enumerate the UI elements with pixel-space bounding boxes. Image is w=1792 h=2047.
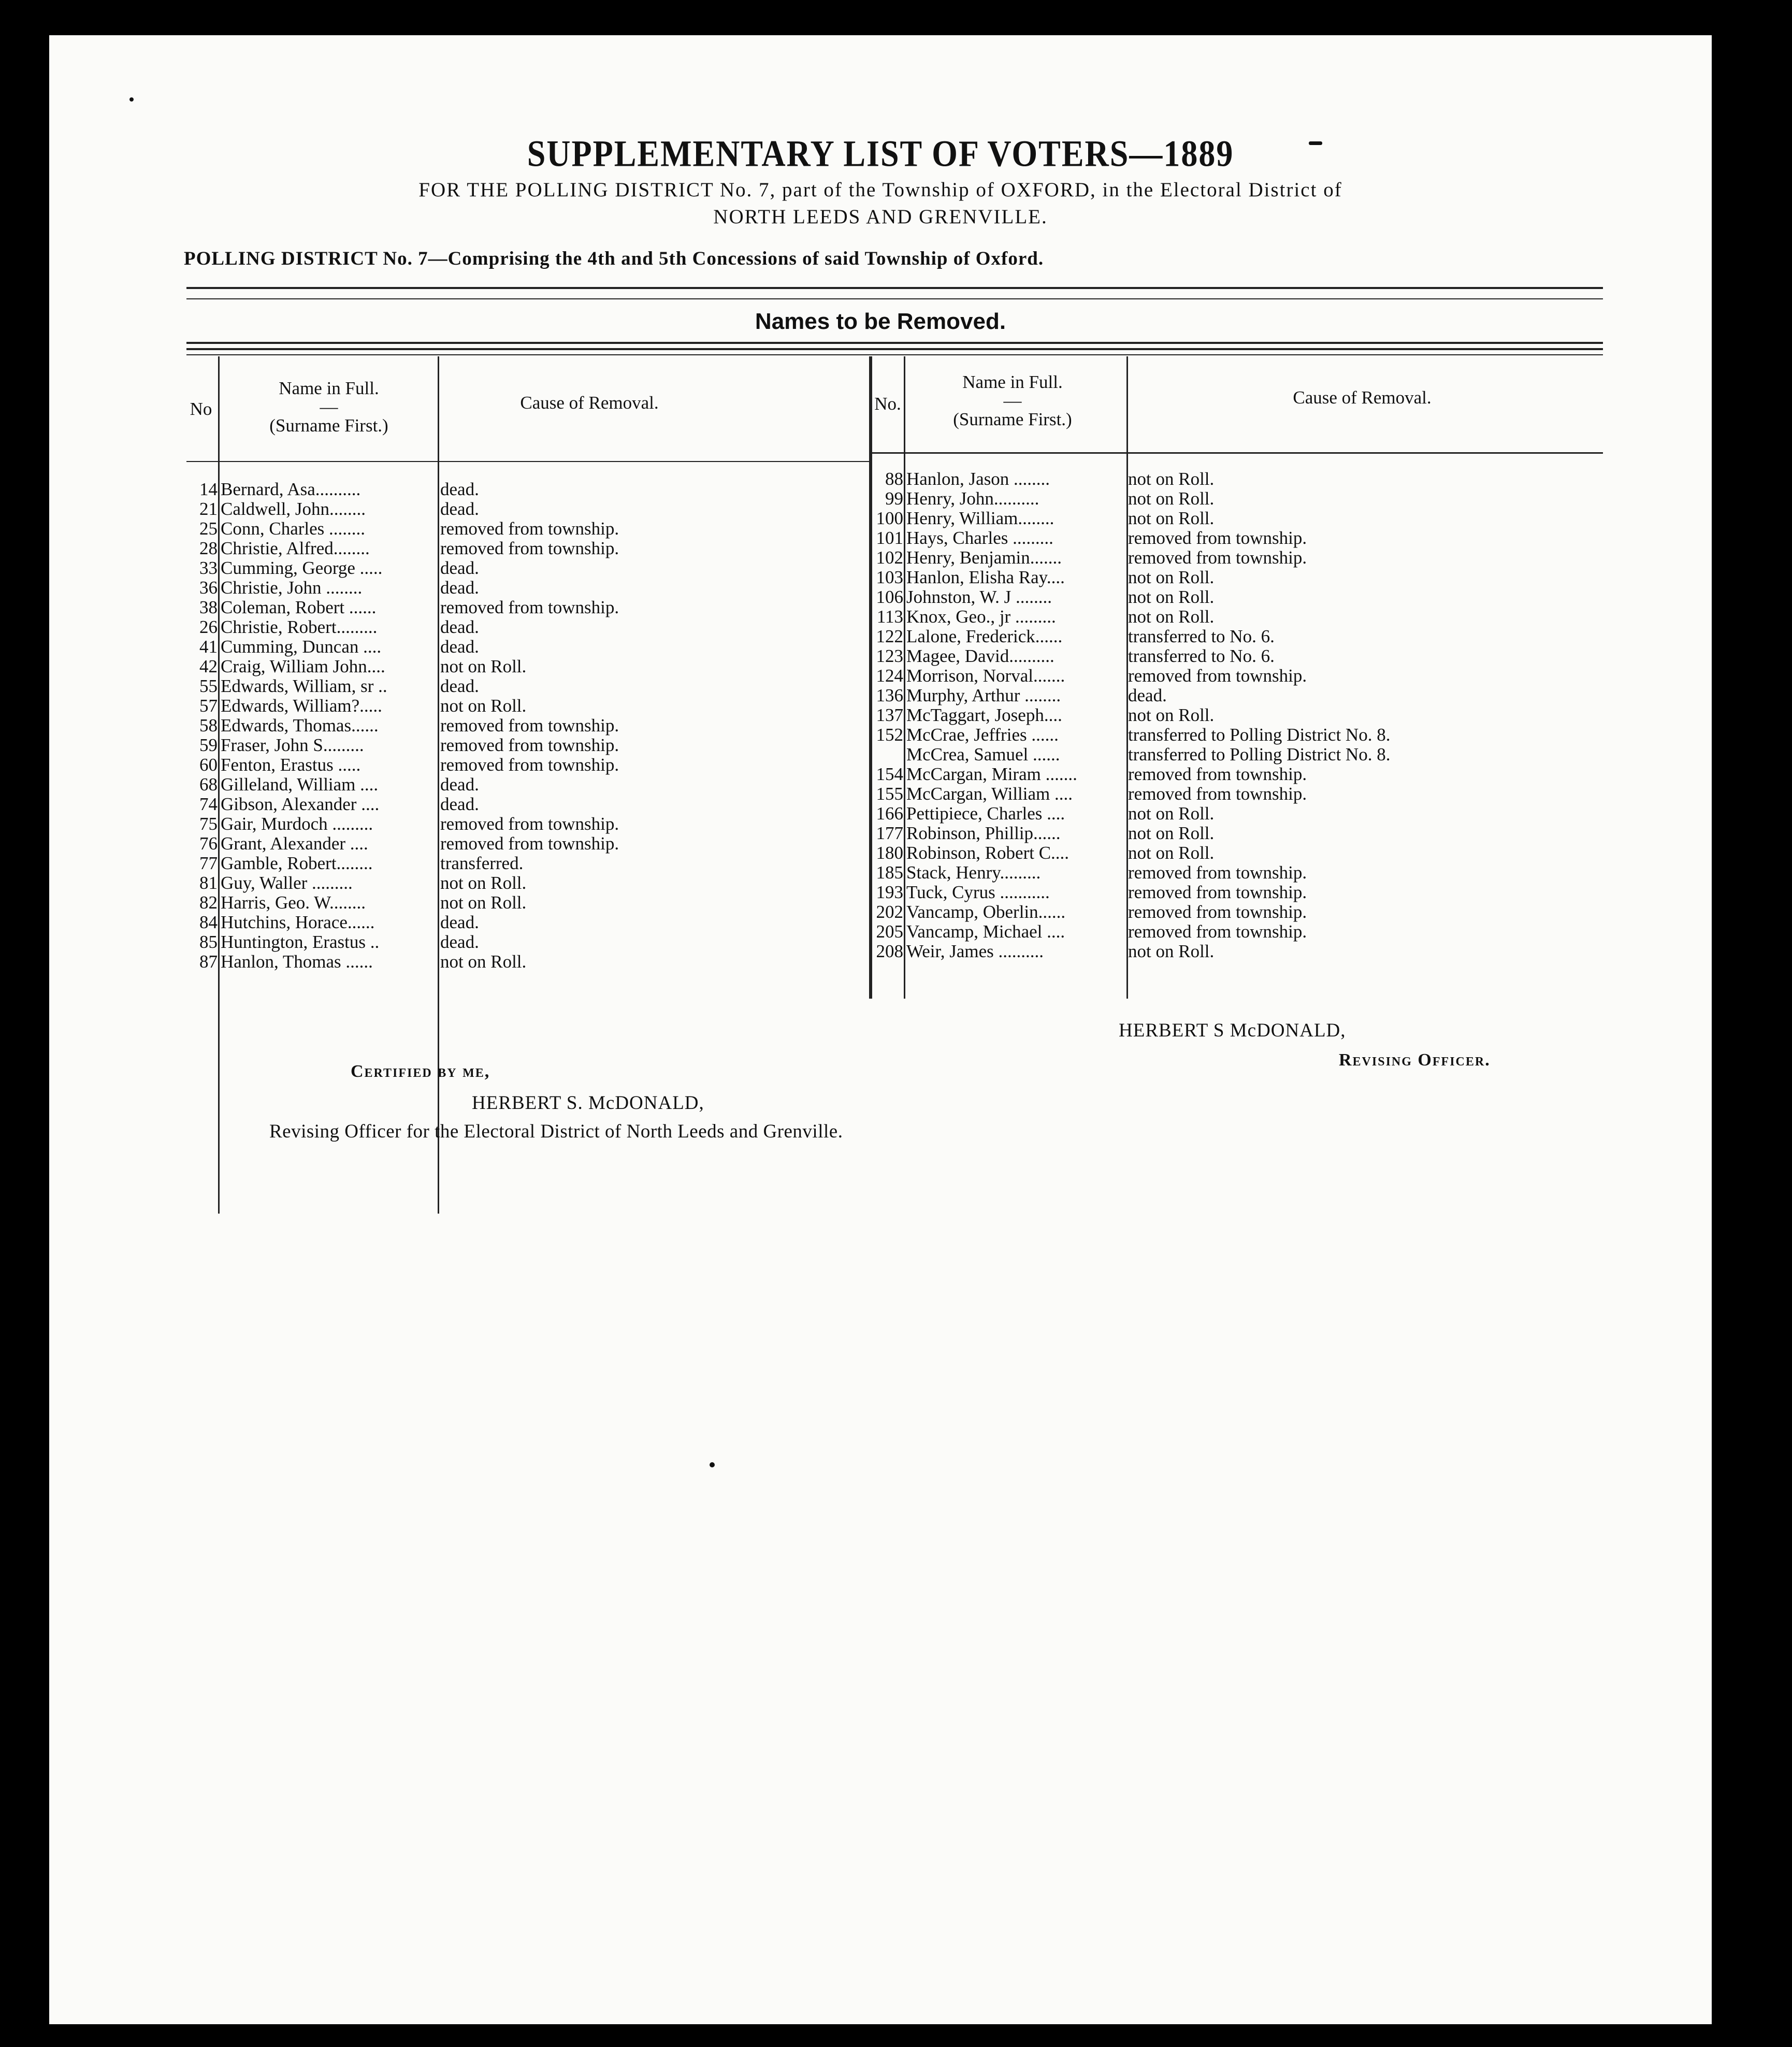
removal-cause: dead. xyxy=(440,794,479,814)
voter-name: Edwards, William?..... xyxy=(221,696,382,716)
removal-cause: dead. xyxy=(440,774,479,795)
removal-cause: removed from township. xyxy=(440,715,619,736)
voter-name: Hanlon, Thomas ...... xyxy=(221,952,373,972)
voter-number: 77 xyxy=(199,853,218,873)
voter-number: 99 xyxy=(885,488,903,509)
removal-cause: transferred. xyxy=(440,853,524,873)
print-speck xyxy=(710,1462,715,1467)
left-row xyxy=(199,735,866,755)
voter-name: McCargan, William .... xyxy=(906,784,1073,804)
voter-name: Gair, Murdoch ......... xyxy=(221,814,373,834)
right-row xyxy=(876,587,1692,607)
voter-name: Hays, Charles ......... xyxy=(906,528,1053,548)
left-row xyxy=(199,479,866,499)
left-row xyxy=(199,794,866,814)
right-row xyxy=(876,921,1692,942)
voter-name: Cumming, George ..... xyxy=(221,558,383,578)
left-row xyxy=(199,892,866,913)
voter-name: Gamble, Robert........ xyxy=(221,853,373,873)
removal-cause: not on Roll. xyxy=(1128,607,1215,627)
voter-name: Morrison, Norval....... xyxy=(906,666,1065,686)
electoral-district: NORTH LEEDS AND GRENVILLE. xyxy=(713,206,1048,228)
right-row xyxy=(876,902,1692,922)
voter-number: 208 xyxy=(876,941,903,961)
removal-cause: dead. xyxy=(440,499,479,519)
removal-cause: removed from township. xyxy=(1128,528,1307,548)
print-speck-2 xyxy=(1309,141,1322,145)
certifier-name: HERBERT S. McDONALD, xyxy=(472,1092,704,1114)
left-row xyxy=(199,932,866,952)
removal-cause: dead. xyxy=(440,932,479,952)
voter-number: 113 xyxy=(876,607,903,627)
removal-cause: not on Roll. xyxy=(1128,508,1215,528)
voter-name: Vancamp, Oberlin...... xyxy=(906,902,1066,922)
left-row xyxy=(199,617,866,637)
voter-name: Hutchins, Horace...... xyxy=(221,912,375,932)
right-row xyxy=(876,607,1692,627)
voter-number: 57 xyxy=(199,696,218,716)
voter-name: Knox, Geo., jr ......... xyxy=(906,607,1056,627)
document-title: SUPPLEMENTARY LIST OF VOTERS—1889 xyxy=(527,133,1234,175)
voter-name: Guy, Waller ......... xyxy=(221,873,353,893)
voter-number: 122 xyxy=(876,626,903,646)
removal-cause: dead. xyxy=(1128,685,1167,705)
voter-name: Vancamp, Michael .... xyxy=(906,921,1065,942)
right-row xyxy=(876,646,1692,666)
right-row xyxy=(876,528,1692,548)
removal-cause: not on Roll. xyxy=(440,656,527,676)
voter-name: Coleman, Robert ...... xyxy=(221,597,377,617)
removal-cause: not on Roll. xyxy=(1128,823,1215,843)
left-row xyxy=(199,597,866,617)
removal-cause: removed from township. xyxy=(1128,862,1307,883)
right-cause-header: Cause of Removal. xyxy=(1293,387,1432,408)
voter-name: McCrae, Jeffries ...... xyxy=(906,725,1059,745)
voter-name: Hanlon, Jason ........ xyxy=(906,469,1050,489)
voter-number: 106 xyxy=(876,587,903,607)
voter-name: Fraser, John S......... xyxy=(221,735,364,755)
voter-name: Robinson, Phillip...... xyxy=(906,823,1061,843)
left-no-header: No xyxy=(190,399,212,419)
left-name-header-line2: (Surname First.) xyxy=(269,415,388,436)
voter-number: 202 xyxy=(876,902,903,922)
removal-cause: dead. xyxy=(440,479,479,499)
voter-number: 124 xyxy=(876,666,903,686)
voter-number: 41 xyxy=(199,637,218,657)
right-name-header-line2: (Surname First.) xyxy=(953,409,1072,429)
left-name-header-dash: — xyxy=(320,396,338,417)
left-row xyxy=(199,538,866,558)
removal-cause: transferred to Polling District No. 8. xyxy=(1128,744,1391,765)
removal-cause: dead. xyxy=(440,912,479,932)
voter-name: Fenton, Erastus ..... xyxy=(221,755,361,775)
left-row xyxy=(199,873,866,893)
left-row xyxy=(199,558,866,578)
right-row xyxy=(876,823,1692,843)
removal-cause: removed from township. xyxy=(1128,921,1307,942)
voter-name: McCrea, Samuel ...... xyxy=(906,744,1060,765)
removal-cause: dead. xyxy=(440,617,479,637)
voter-name: Hanlon, Elisha Ray.... xyxy=(906,567,1065,587)
voter-number: 166 xyxy=(876,803,903,824)
section-heading: Names to be Removed. xyxy=(755,309,1006,334)
voter-number: 155 xyxy=(876,784,903,804)
voter-number: 25 xyxy=(199,518,218,539)
voter-name: Pettipiece, Charles .... xyxy=(906,803,1065,824)
removal-cause: removed from township. xyxy=(1128,547,1307,568)
voter-number: 180 xyxy=(876,843,903,863)
right-row xyxy=(885,469,1692,489)
rule-table-top-2 xyxy=(186,348,1603,350)
voter-name: Murphy, Arthur ........ xyxy=(906,685,1061,705)
removal-cause: transferred to No. 6. xyxy=(1128,646,1275,666)
left-row xyxy=(199,774,866,795)
left-name-header xyxy=(220,377,438,437)
rule-top-thin xyxy=(186,298,1603,299)
voter-number: 21 xyxy=(199,499,218,519)
voter-number: 85 xyxy=(199,932,218,952)
voter-name: Bernard, Asa.......... xyxy=(221,479,361,499)
voter-name: Harris, Geo. W........ xyxy=(221,892,366,913)
rule-top xyxy=(186,287,1603,289)
left-row xyxy=(199,952,866,972)
removal-cause: removed from township. xyxy=(440,755,619,775)
right-row xyxy=(904,745,1692,765)
left-row xyxy=(199,499,866,519)
left-row xyxy=(199,518,866,539)
print-speck-3 xyxy=(129,97,134,102)
voter-name: Henry, Benjamin....... xyxy=(906,547,1062,568)
voter-name: McCargan, Miram ....... xyxy=(906,764,1077,784)
removal-cause: not on Roll. xyxy=(1128,587,1215,607)
removal-cause: removed from township. xyxy=(1128,666,1307,686)
right-row xyxy=(876,705,1692,725)
removal-cause: not on Roll. xyxy=(1128,567,1215,587)
removal-cause: dead. xyxy=(440,558,479,578)
voter-name: Christie, Robert......... xyxy=(221,617,378,637)
voter-number: 33 xyxy=(199,558,218,578)
removal-cause: removed from township. xyxy=(440,518,619,539)
voter-number: 205 xyxy=(876,921,903,942)
removal-cause: removed from township. xyxy=(440,597,619,617)
removal-cause: not on Roll. xyxy=(1128,843,1215,863)
voter-name: Stack, Henry......... xyxy=(906,862,1041,883)
voter-name: Edwards, William, sr .. xyxy=(221,676,387,696)
voter-number: 60 xyxy=(199,755,218,775)
right-row xyxy=(876,626,1692,646)
voter-number: 55 xyxy=(199,676,218,696)
right-row xyxy=(876,882,1692,902)
right-name-header-line1: Name in Full. xyxy=(962,372,1063,392)
voter-name: Christie, Alfred........ xyxy=(221,538,370,558)
removal-cause: removed from township. xyxy=(440,735,619,755)
voter-number: 102 xyxy=(876,547,903,568)
voter-number: 28 xyxy=(199,538,218,558)
voter-number: 76 xyxy=(199,833,218,854)
right-row xyxy=(876,567,1692,587)
removal-cause: not on Roll. xyxy=(1128,469,1215,489)
right-row xyxy=(876,843,1692,863)
right-name-header xyxy=(904,371,1121,431)
voter-number: 137 xyxy=(876,705,903,725)
voter-number: 42 xyxy=(199,656,218,676)
right-signature-name: HERBERT S McDONALD, xyxy=(1119,1020,1346,1041)
right-row xyxy=(876,725,1692,745)
left-row xyxy=(199,578,866,598)
removal-cause: removed from township. xyxy=(440,833,619,854)
removal-cause: not on Roll. xyxy=(1128,488,1215,509)
left-row xyxy=(199,696,866,716)
right-no-header: No. xyxy=(874,394,901,414)
voter-name: Lalone, Frederick...... xyxy=(906,626,1063,646)
voter-name: Johnston, W. J ........ xyxy=(906,587,1052,607)
left-row xyxy=(199,755,866,775)
voter-number: 74 xyxy=(199,794,218,814)
right-signature-title: Revising Officer. xyxy=(1339,1050,1491,1070)
removal-cause: removed from township. xyxy=(1128,784,1307,804)
left-row xyxy=(199,715,866,736)
removal-cause: removed from township. xyxy=(440,814,619,834)
voter-number: 103 xyxy=(876,567,903,587)
removal-cause: not on Roll. xyxy=(440,873,527,893)
certified-by: Certified by me, xyxy=(351,1062,490,1081)
document-subtitle: FOR THE POLLING DISTRICT No. 7, part of the Township of OXFORD, in the Electoral District of xyxy=(418,179,1342,201)
voter-name: Edwards, Thomas...... xyxy=(221,715,379,736)
right-row xyxy=(876,941,1692,961)
voter-name: McTaggart, Joseph.... xyxy=(906,705,1062,725)
voter-name: Christie, John ........ xyxy=(221,578,363,598)
left-name-header-line1: Name in Full. xyxy=(279,378,379,398)
left-header-rule xyxy=(186,461,869,462)
voter-number: 136 xyxy=(876,685,903,705)
voter-number: 88 xyxy=(885,469,903,489)
voter-number: 152 xyxy=(876,725,903,745)
removal-cause: dead. xyxy=(440,637,479,657)
voter-name: Caldwell, John........ xyxy=(221,499,366,519)
voter-name: Huntington, Erastus .. xyxy=(221,932,380,952)
voter-name: Grant, Alexander .... xyxy=(221,833,368,854)
voter-name: Tuck, Cyrus ........... xyxy=(906,882,1050,902)
voter-name: Magee, David.......... xyxy=(906,646,1054,666)
removal-cause: not on Roll. xyxy=(440,952,527,972)
removal-cause: removed from township. xyxy=(1128,764,1307,784)
left-row xyxy=(199,637,866,657)
voter-number: 100 xyxy=(876,508,903,528)
left-row xyxy=(199,814,866,834)
right-row xyxy=(876,685,1692,705)
voter-number: 75 xyxy=(199,814,218,834)
right-row xyxy=(876,666,1692,686)
voter-number: 185 xyxy=(876,862,903,883)
voter-name: Gilleland, William .... xyxy=(221,774,379,795)
removal-cause: not on Roll. xyxy=(1128,941,1215,961)
voter-number: 81 xyxy=(199,873,218,893)
removal-cause: not on Roll. xyxy=(440,696,527,716)
left-cause-header: Cause of Removal. xyxy=(520,393,659,413)
left-row xyxy=(199,656,866,676)
voter-number: 123 xyxy=(876,646,903,666)
voter-name: Conn, Charles ........ xyxy=(221,518,366,539)
rule-table-top xyxy=(186,342,1603,344)
left-row xyxy=(199,853,866,873)
polling-district-description: POLLING DISTRICT No. 7—Comprising the 4th and 5th Concessions of said Township of Oxford. xyxy=(184,248,1044,269)
voter-number: 82 xyxy=(199,892,218,913)
removal-cause: transferred to No. 6. xyxy=(1128,626,1275,646)
right-row xyxy=(876,547,1692,568)
voter-number: 14 xyxy=(199,479,218,499)
voter-number: 87 xyxy=(199,952,218,972)
right-rows xyxy=(876,469,1692,961)
voter-number: 193 xyxy=(876,882,903,902)
right-row xyxy=(876,803,1692,824)
certifier-title: Revising Officer for the Electoral District of North Leeds and Grenville. xyxy=(269,1121,843,1142)
left-row xyxy=(199,912,866,932)
voter-number: 154 xyxy=(876,764,903,784)
voter-number: 58 xyxy=(199,715,218,736)
voter-number: 84 xyxy=(199,912,218,932)
removal-cause: dead. xyxy=(440,578,479,598)
voter-number: 26 xyxy=(199,617,218,637)
voter-name: Henry, John.......... xyxy=(906,488,1039,509)
right-row xyxy=(876,784,1692,804)
voter-number: 101 xyxy=(876,528,903,548)
removal-cause: removed from township. xyxy=(1128,902,1307,922)
voter-number: 68 xyxy=(199,774,218,795)
right-header-rule xyxy=(872,452,1603,454)
right-row xyxy=(885,488,1692,509)
removal-cause: removed from township. xyxy=(1128,882,1307,902)
removal-cause: not on Roll. xyxy=(1128,803,1215,824)
right-row xyxy=(876,764,1692,784)
voter-name: Cumming, Duncan .... xyxy=(221,637,382,657)
voter-name: Craig, William John.... xyxy=(221,656,385,676)
left-rows xyxy=(199,479,866,972)
right-name-header-dash: — xyxy=(1003,390,1022,411)
removal-cause: not on Roll. xyxy=(1128,705,1215,725)
right-row xyxy=(876,508,1692,528)
removal-cause: removed from township. xyxy=(440,538,619,558)
voter-number: 59 xyxy=(199,735,218,755)
voter-number: 177 xyxy=(876,823,903,843)
left-row xyxy=(199,833,866,854)
removal-cause: not on Roll. xyxy=(440,892,527,913)
voter-number: 36 xyxy=(199,578,218,598)
removal-cause: transferred to Polling District No. 8. xyxy=(1128,725,1391,745)
voter-name: Robinson, Robert C.... xyxy=(906,843,1070,863)
voter-number: 38 xyxy=(199,597,218,617)
document-page xyxy=(49,35,1712,2024)
left-row xyxy=(199,676,866,696)
right-row xyxy=(876,862,1692,883)
voter-name: Weir, James .......... xyxy=(906,941,1044,961)
voter-name: Henry, William........ xyxy=(906,508,1054,528)
removal-cause: dead. xyxy=(440,676,479,696)
rule-table-top-3 xyxy=(186,354,1603,355)
voter-name: Gibson, Alexander .... xyxy=(221,794,380,814)
